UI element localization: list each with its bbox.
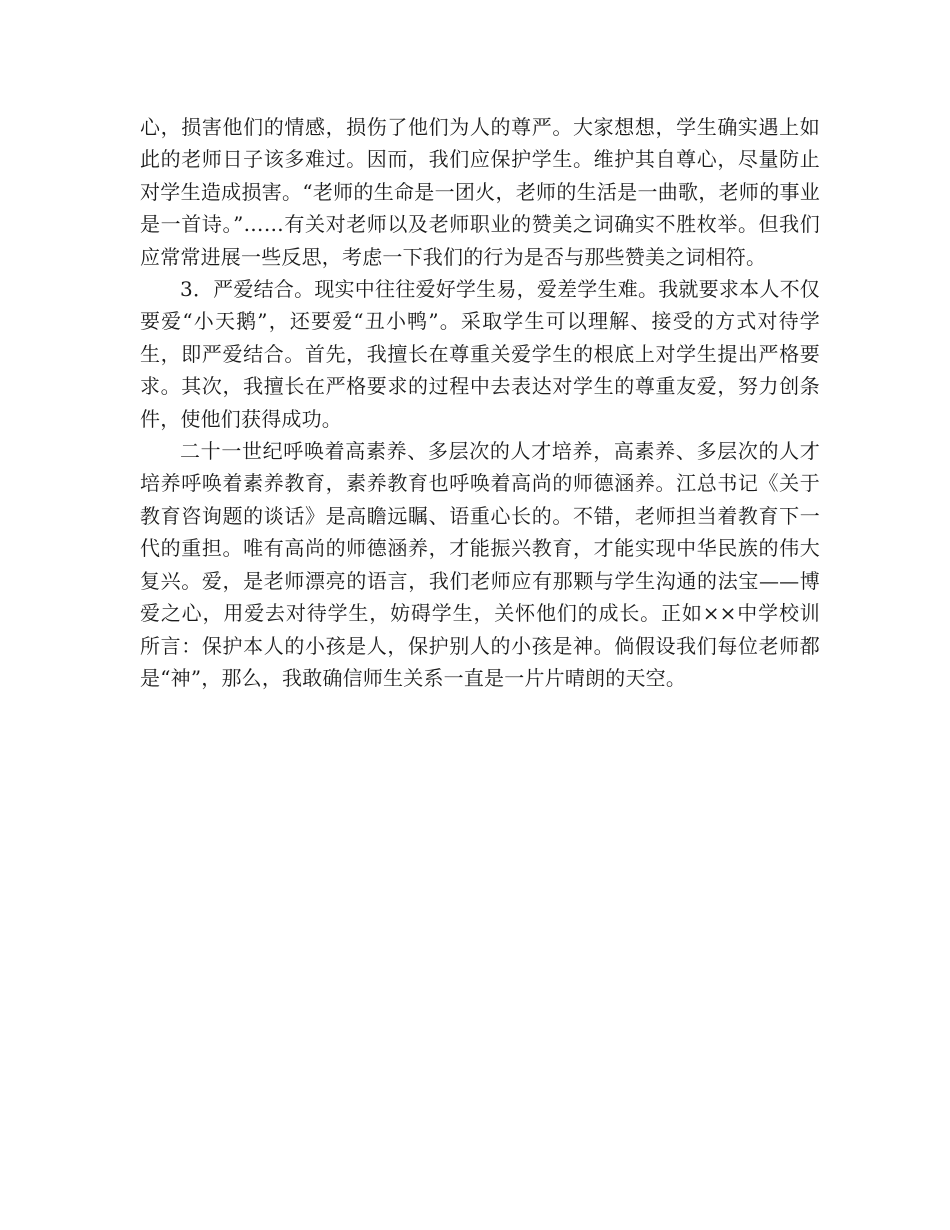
document-body [140, 111, 820, 694]
paragraph-continuation: 心，损害他们的情感，损伤了他们为人的尊严。大家想想，学生确实遇上如此的老师日子该多难过。因而，我们应保护学生。维护其自尊心，尽量防止对学生造成损害。“老师的生命是一团火，老师的生活是一曲歌，老师的事业是一首诗。”……有关对老师以及老师职业的赞美之词确实不胜枚举。但我们应常常进展一些反思，考虑一下我们的行为是否与那些赞美之词相符。 [140, 115, 820, 269]
paragraph-conclusion: 二十一世纪呼唤着高素养、多层次的人才培养，高素养、多层次的人才培养呼唤着素养教育，素养教育也呼唤着高尚的师德涵养。江总书记《关于教育咨询题的谈话》是高瞻远瞩、语重心长的。不错，老师担当着教育下一代的重担。唯有高尚的师德涵养，才能振兴教育，才能实现中华民族的伟大复兴。爱，是老师漂亮的语言，我们老师应有那颗与学生沟通的法宝——博爱之心，用爱去对待学生，妨碍学生，关怀他们的成长。正如××中学校训所言：保护本人的小孩是人，保护别人的小孩是神。倘假设我们每位老师都是“神”，那么，我敢确信师生关系一直是一片片晴朗的天空。 [140, 439, 820, 690]
paragraph-strict-love: 3．严爱结合。现实中往往爱好学生易，爱差学生难。我就要求本人不仅要爱“小天鹅”，还要爱“丑小鸭”。采取学生可以理解、接受的方式对待学生，即严爱结合。首先，我擅长在尊重关爱学生的根底上对学生提出严格要求。其次，我擅长在严格要求的过程中去表达对学生的尊重友爱，努力创条件，使他们获得成功。 [140, 277, 820, 431]
